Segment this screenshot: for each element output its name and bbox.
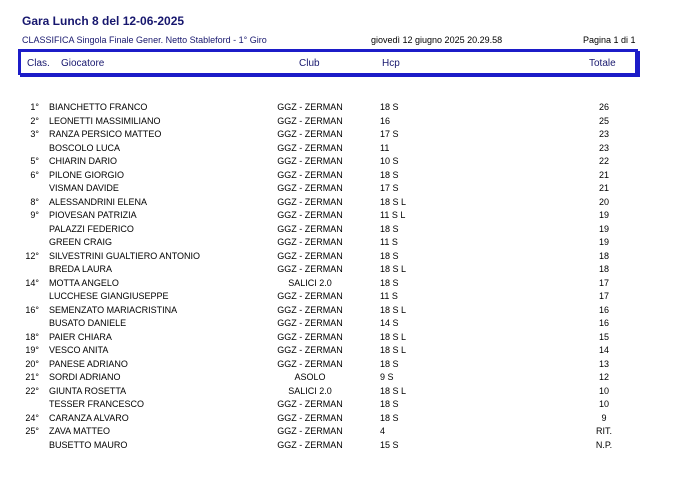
total-cell: 25 bbox=[598, 115, 609, 126]
hcp-cell: 17 S bbox=[380, 183, 399, 193]
table-row bbox=[0, 291, 675, 305]
club-cell: GGZ - ZERMAN bbox=[277, 223, 343, 234]
total-cell: 21 bbox=[598, 169, 609, 180]
hcp-cell: 16 bbox=[380, 115, 391, 126]
club-cell: GGZ - ZERMAN bbox=[277, 250, 343, 261]
table-row bbox=[0, 278, 675, 292]
player-name-cell: CARANZA ALVARO bbox=[49, 412, 129, 423]
club-cell: SALICI 2.0 bbox=[288, 385, 332, 396]
hcp-cell: 11 S bbox=[380, 291, 398, 301]
club-cell: GGZ - ZERMAN bbox=[277, 183, 343, 193]
table-row bbox=[0, 305, 675, 319]
table-row bbox=[0, 237, 675, 251]
table-row bbox=[0, 413, 675, 427]
table-row bbox=[0, 224, 675, 238]
total-cell: 17 bbox=[598, 291, 609, 301]
total-cell: 23 bbox=[598, 129, 609, 139]
hcp-cell: 11 S bbox=[380, 237, 398, 247]
player-name-cell: SEMENZATO MARIACRISTINA bbox=[49, 304, 178, 315]
club-cell: SALICI 2.0 bbox=[288, 277, 332, 288]
hcp-cell: 15 S bbox=[380, 439, 399, 450]
total-cell: 18 bbox=[598, 264, 609, 274]
hcp-cell: 18 S L bbox=[380, 264, 407, 274]
club-cell: GGZ - ZERMAN bbox=[277, 196, 343, 207]
column-header-hcp: Hcp bbox=[382, 58, 400, 69]
hcp-cell: 18 S bbox=[380, 169, 399, 180]
position-cell: 18° bbox=[25, 331, 39, 342]
player-name-cell: PALAZZI FEDERICO bbox=[49, 223, 134, 234]
club-cell: GGZ - ZERMAN bbox=[277, 102, 343, 112]
position-cell: 9° bbox=[30, 210, 39, 220]
table-row bbox=[0, 318, 675, 332]
player-name-cell: BUSATO DANIELE bbox=[49, 318, 127, 328]
report-title: Gara Lunch 8 del 12-06-2025 bbox=[22, 14, 185, 28]
position-cell: 21° bbox=[25, 372, 39, 382]
total-cell: 13 bbox=[598, 358, 609, 369]
total-cell: 20 bbox=[598, 196, 609, 207]
table-row bbox=[0, 332, 675, 346]
player-name-cell: BUSETTO MAURO bbox=[49, 439, 128, 450]
position-cell: 20° bbox=[25, 358, 39, 369]
column-header-clas: Clas. bbox=[27, 58, 50, 69]
hcp-cell: 11 S L bbox=[380, 210, 406, 220]
position-cell: 14° bbox=[25, 277, 39, 288]
player-name-cell: RANZA PERSICO MATTEO bbox=[49, 129, 162, 139]
hcp-cell: 18 S bbox=[380, 250, 399, 261]
position-cell: 24° bbox=[25, 412, 39, 423]
player-name-cell: ZAVA MATTEO bbox=[49, 426, 111, 436]
club-cell: GGZ - ZERMAN bbox=[277, 210, 343, 220]
hcp-cell: 9 S bbox=[380, 372, 394, 382]
player-name-cell: VISMAN DAVIDE bbox=[49, 183, 119, 193]
club-cell: GGZ - ZERMAN bbox=[277, 439, 343, 450]
player-name-cell: PANESE ADRIANO bbox=[49, 358, 128, 369]
player-name-cell: BIANCHETTO FRANCO bbox=[49, 102, 148, 112]
total-cell: 26 bbox=[598, 102, 609, 112]
table-row bbox=[0, 102, 675, 116]
ranking-table bbox=[0, 102, 675, 453]
total-cell: 19 bbox=[598, 237, 609, 247]
total-cell: 19 bbox=[598, 210, 609, 220]
club-cell: ASOLO bbox=[294, 372, 326, 382]
total-cell: 16 bbox=[598, 304, 609, 315]
hcp-cell: 18 S L bbox=[380, 345, 407, 355]
hcp-cell: 18 S L bbox=[380, 196, 407, 207]
table-row bbox=[0, 372, 675, 386]
hcp-cell: 4 bbox=[380, 426, 386, 436]
hcp-cell: 14 S bbox=[380, 318, 399, 328]
player-name-cell: GIUNTA ROSETTA bbox=[49, 385, 127, 396]
player-name-cell: SILVESTRINI GUALTIERO ANTONIO bbox=[49, 250, 201, 261]
position-cell: 8° bbox=[30, 196, 39, 207]
player-name-cell: TESSER FRANCESCO bbox=[49, 399, 145, 409]
hcp-cell: 18 S L bbox=[380, 385, 407, 396]
total-cell: 12 bbox=[598, 372, 609, 382]
position-cell: 1° bbox=[30, 102, 39, 112]
club-cell: GGZ - ZERMAN bbox=[277, 142, 343, 153]
club-cell: GGZ - ZERMAN bbox=[277, 115, 343, 126]
player-name-cell: SORDI ADRIANO bbox=[49, 372, 121, 382]
hcp-cell: 10 S bbox=[380, 156, 399, 166]
player-name-cell: LUCCHESE GIANGIUSEPPE bbox=[49, 291, 169, 301]
hcp-cell: 18 S bbox=[380, 102, 399, 112]
total-cell: N.P. bbox=[595, 439, 613, 450]
club-cell: GGZ - ZERMAN bbox=[277, 345, 343, 355]
position-cell: 25° bbox=[25, 426, 39, 436]
club-cell: GGZ - ZERMAN bbox=[277, 156, 343, 166]
table-row bbox=[0, 264, 675, 278]
table-row bbox=[0, 359, 675, 373]
total-cell: 22 bbox=[598, 156, 609, 166]
player-name-cell: GREEN CRAIG bbox=[49, 237, 113, 247]
player-name-cell: VESCO ANITA bbox=[49, 345, 109, 355]
report-datetime: giovedì 12 giugno 2025 20.29.58 bbox=[371, 35, 503, 45]
total-cell: 19 bbox=[598, 223, 609, 234]
hcp-cell: 11 bbox=[380, 142, 390, 153]
club-cell: GGZ - ZERMAN bbox=[277, 331, 343, 342]
table-row bbox=[0, 129, 675, 143]
club-cell: GGZ - ZERMAN bbox=[277, 264, 343, 274]
player-name-cell: PIOVESAN PATRIZIA bbox=[49, 210, 137, 220]
hcp-cell: 18 S L bbox=[380, 304, 407, 315]
table-row bbox=[0, 116, 675, 130]
total-cell: 14 bbox=[598, 345, 609, 355]
total-cell: 18 bbox=[598, 250, 609, 261]
table-row bbox=[0, 399, 675, 413]
player-name-cell: BREDA LAURA bbox=[49, 264, 113, 274]
total-cell: 9 bbox=[601, 412, 607, 423]
table-row bbox=[0, 386, 675, 400]
table-row bbox=[0, 426, 675, 440]
player-name-cell: PILONE GIORGIO bbox=[49, 169, 125, 180]
total-cell: 10 bbox=[598, 385, 609, 396]
hcp-cell: 18 S bbox=[380, 412, 399, 423]
position-cell: 12° bbox=[25, 250, 39, 261]
hcp-cell: 18 S L bbox=[380, 331, 407, 342]
club-cell: GGZ - ZERMAN bbox=[277, 169, 343, 180]
player-name-cell: LEONETTI MASSIMILIANO bbox=[49, 115, 161, 126]
column-header-totale: Totale bbox=[589, 58, 616, 69]
column-header-bar bbox=[18, 49, 638, 75]
table-row bbox=[0, 210, 675, 224]
hcp-cell: 18 S bbox=[380, 358, 399, 369]
player-name-cell: CHIARIN DARIO bbox=[49, 156, 118, 166]
club-cell: GGZ - ZERMAN bbox=[277, 426, 343, 436]
column-header-giocatore: Giocatore bbox=[61, 58, 105, 69]
total-cell: 23 bbox=[598, 142, 609, 153]
table-row bbox=[0, 197, 675, 211]
position-cell: 6° bbox=[30, 169, 39, 180]
player-name-cell: BOSCOLO LUCA bbox=[49, 142, 121, 153]
club-cell: GGZ - ZERMAN bbox=[277, 412, 343, 423]
table-row bbox=[0, 156, 675, 170]
hcp-cell: 18 S bbox=[380, 399, 399, 409]
column-header-club: Club bbox=[299, 58, 320, 69]
hcp-cell: 18 S bbox=[380, 277, 399, 288]
table-row bbox=[0, 251, 675, 265]
table-row bbox=[0, 143, 675, 157]
player-name-cell: PAIER CHIARA bbox=[49, 331, 112, 342]
total-cell: 15 bbox=[598, 331, 609, 342]
hcp-cell: 18 S bbox=[380, 223, 399, 234]
position-cell: 19° bbox=[25, 345, 39, 355]
table-row bbox=[0, 170, 675, 184]
club-cell: GGZ - ZERMAN bbox=[277, 291, 343, 301]
position-cell: 22° bbox=[25, 385, 39, 396]
position-cell: 5° bbox=[30, 156, 39, 166]
table-row bbox=[0, 440, 675, 454]
table-row bbox=[0, 183, 675, 197]
player-name-cell: MOTTA ANGELO bbox=[49, 277, 119, 288]
player-name-cell: ALESSANDRINI ELENA bbox=[49, 196, 148, 207]
total-cell: 17 bbox=[598, 277, 609, 288]
hcp-cell: 17 S bbox=[380, 129, 399, 139]
total-cell: 16 bbox=[598, 318, 609, 328]
club-cell: GGZ - ZERMAN bbox=[277, 129, 343, 139]
club-cell: GGZ - ZERMAN bbox=[277, 304, 343, 315]
page-indicator: Pagina 1 di 1 bbox=[583, 35, 636, 45]
club-cell: GGZ - ZERMAN bbox=[277, 318, 343, 328]
club-cell: GGZ - ZERMAN bbox=[277, 237, 343, 247]
club-cell: GGZ - ZERMAN bbox=[277, 358, 343, 369]
total-cell: 21 bbox=[598, 183, 609, 193]
club-cell: GGZ - ZERMAN bbox=[277, 399, 343, 409]
position-cell: 3° bbox=[30, 129, 39, 139]
total-cell: RIT. bbox=[595, 426, 612, 436]
position-cell: 2° bbox=[30, 115, 39, 126]
position-cell: 16° bbox=[25, 304, 39, 315]
report-subtitle: CLASSIFICA Singola Finale Gener. Netto Stableford - 1° Giro bbox=[22, 35, 267, 45]
table-row bbox=[0, 345, 675, 359]
total-cell: 10 bbox=[598, 399, 609, 409]
